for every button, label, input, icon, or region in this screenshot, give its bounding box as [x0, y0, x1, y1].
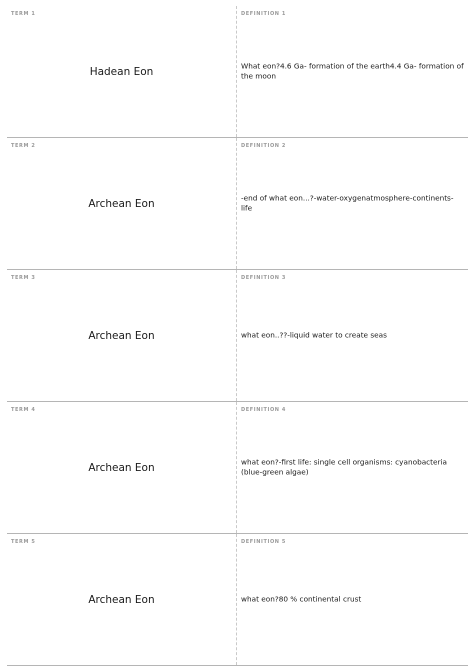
term-cell	[7, 534, 237, 665]
term-cell	[7, 402, 237, 533]
flashcard-sheet	[7, 6, 468, 666]
definition-text: what eon?-first life: single cell organisms: cyanobacteria (blue-green algae)	[241, 456, 448, 477]
term-label: TERM 2	[11, 143, 36, 149]
term-label: TERM 1	[11, 11, 36, 17]
term-label: TERM 5	[11, 539, 36, 545]
term-text: Archean Eon	[88, 461, 155, 474]
definition-cell	[237, 534, 468, 665]
term-cell	[7, 270, 237, 401]
term-label: TERM 3	[11, 275, 36, 281]
flashcard-row	[7, 138, 468, 270]
definition-text: What eon?4.6 Ga- formation of the earth4.4 Ga- formation of the moon	[241, 60, 464, 81]
term-label: TERM 4	[11, 407, 36, 413]
term-text: Archean Eon	[88, 329, 155, 342]
definition-label: DEFINITION 2	[241, 143, 287, 149]
term-cell	[7, 6, 237, 137]
definition-text: -end of what eon...?-water-oxygenatmosphere-continents-life	[241, 192, 454, 213]
definition-cell	[237, 270, 468, 401]
definition-label: DEFINITION 5	[241, 539, 287, 545]
definition-label: DEFINITION 1	[241, 11, 287, 17]
definition-label: DEFINITION 3	[241, 275, 287, 281]
term-text: Archean Eon	[88, 197, 155, 210]
flashcard-row	[7, 402, 468, 534]
definition-cell	[237, 6, 468, 137]
flashcard-row	[7, 6, 468, 138]
flashcard-row	[7, 270, 468, 402]
definition-cell	[237, 138, 468, 269]
term-cell	[7, 138, 237, 269]
term-text: Archean Eon	[88, 593, 155, 606]
definition-text: what eon..??-liquid water to create seas	[241, 330, 387, 340]
definition-cell	[237, 402, 468, 533]
term-text: Hadean Eon	[89, 65, 154, 78]
definition-text: what eon?80 % continental crust	[241, 594, 362, 604]
flashcard-row	[7, 534, 468, 666]
definition-label: DEFINITION 4	[241, 407, 287, 413]
